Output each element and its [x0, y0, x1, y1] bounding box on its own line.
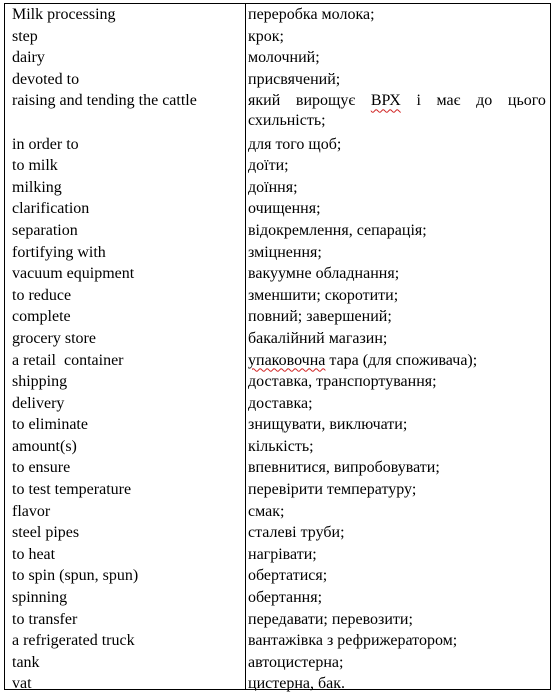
translation-line-1: який вирощує ВРХ і має до цього [248, 92, 546, 110]
ukrainian-translation: для того щоб; [248, 135, 342, 153]
ukrainian-translation: вакуумне обладнання; [248, 265, 400, 283]
ukrainian-translation: доставка, транспортування; [248, 373, 437, 391]
ukrainian-translation: переробка молока; [248, 6, 375, 23]
ukrainian-translation: зміцнення; [248, 243, 322, 261]
english-term: raising and tending the cattle [12, 92, 197, 110]
english-term: tank [12, 653, 40, 671]
english-term: milking [12, 178, 62, 196]
ukrainian-translation: вантажівка з рефрижератором; [248, 632, 458, 650]
ukrainian-translation: обертатися; [248, 567, 328, 585]
english-term: to transfer [12, 610, 78, 628]
english-term: to milk [12, 157, 58, 175]
english-term: to eliminate [12, 416, 88, 434]
ukrainian-translation: знищувати, виключати; [248, 416, 408, 434]
ukrainian-translation: кількість; [248, 437, 314, 455]
ukrainian-translation: доставка; [248, 394, 313, 412]
ukrainian-translation [248, 91, 546, 134]
ukrainian-translation: крок; [248, 27, 284, 45]
english-term: in order to [12, 135, 79, 153]
english-term: flavor [12, 502, 51, 520]
english-term: to ensure [12, 459, 71, 477]
translation-line-2: схильність; [248, 112, 326, 130]
spellcheck-underlined-word: упаковочна [248, 351, 326, 369]
ukrainian-translation: молочний; [248, 49, 320, 67]
english-term: spinning [12, 589, 68, 607]
ukrainian-translation: відокремлення, сепарація; [248, 221, 427, 239]
ukrainian-translation: очищення; [248, 200, 321, 218]
english-term: separation [12, 221, 78, 239]
ukrainian-translation: бакалійний магазин; [248, 329, 388, 347]
english-column [12, 5, 240, 696]
ukrainian-translation: нагрівати; [248, 545, 317, 563]
english-term: delivery [12, 394, 65, 412]
english-term: vat [12, 675, 32, 693]
english-term: a refrigerated truck [12, 632, 135, 650]
english-term: to heat [12, 545, 56, 563]
spellcheck-underlined-word: ВРХ [370, 92, 401, 110]
english-term: complete [12, 308, 71, 326]
ukrainian-translation: упаковочна тара (для споживача); [248, 351, 478, 369]
english-term: to spin (spun, spun) [12, 567, 139, 585]
english-term: step [12, 27, 38, 45]
ukrainian-translation: впевнитися, випробовувати; [248, 459, 440, 477]
english-term: fortifying with [12, 243, 106, 261]
english-term: to reduce [12, 286, 72, 304]
glossary-table [4, 3, 551, 693]
english-term: dairy [12, 49, 45, 67]
english-term: clarification [12, 200, 90, 218]
column-divider [245, 4, 246, 689]
english-term: devoted to [12, 70, 80, 88]
ukrainian-translation: обертання; [248, 589, 323, 607]
ukrainian-translation: смак; [248, 502, 285, 520]
english-term: grocery store [12, 329, 96, 347]
english-term: vacuum equipment [12, 265, 135, 283]
english-term: a retail container [12, 351, 124, 369]
english-term: to test temperature [12, 481, 132, 499]
english-term: steel pipes [12, 524, 80, 542]
ukrainian-translation: доїти; [248, 157, 289, 175]
english-term: amount(s) [12, 437, 77, 455]
english-term: shipping [12, 373, 68, 391]
english-term: Milk processing [12, 6, 116, 23]
ukrainian-translation: автоцистерна; [248, 653, 344, 671]
ukrainian-translation: повний; завершений; [248, 308, 392, 326]
ukrainian-translation: цистерна, бак. [248, 675, 345, 693]
ukrainian-translation: доїння; [248, 178, 298, 196]
ukrainian-translation: перевірити температуру; [248, 481, 417, 499]
ukrainian-translation: зменшити; скоротити; [248, 286, 399, 304]
ukrainian-translation: передавати; перевозити; [248, 610, 413, 628]
ukrainian-column [248, 5, 546, 696]
ukrainian-translation: сталеві труби; [248, 524, 345, 542]
ukrainian-translation: присвячений; [248, 70, 341, 88]
